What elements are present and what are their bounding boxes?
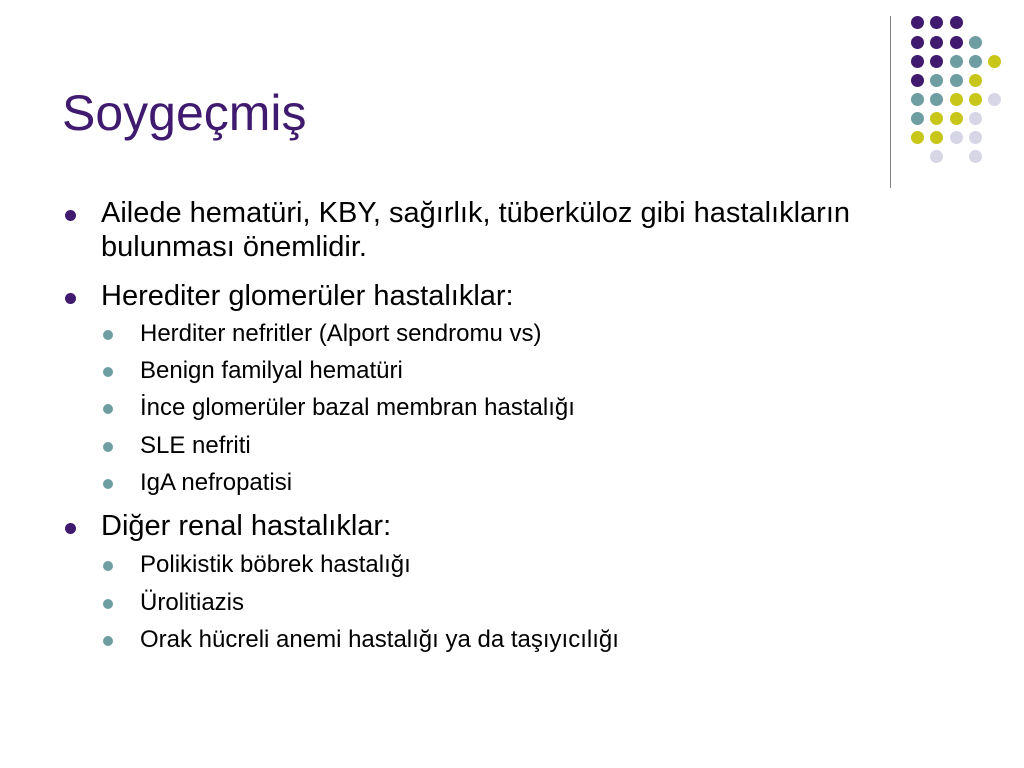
decor-dot — [969, 93, 982, 106]
decor-dot — [930, 16, 943, 29]
sub-bullet-item: SLE nefriti — [140, 432, 900, 460]
sub-bullet-item: İnce glomerüler bazal membran hastalığı — [140, 394, 900, 422]
decor-dot — [930, 112, 943, 125]
sub-bullet-item: Orak hücreli anemi hastalığı ya da taşıyıcılığı — [140, 626, 900, 654]
bullet-item: Diğer renal hastalıklar: — [101, 509, 891, 543]
sub-bullet-item: Herditer nefritler (Alport sendromu vs) — [140, 320, 900, 348]
decor-dot — [930, 74, 943, 87]
decor-dot — [969, 112, 982, 125]
decor-dot — [911, 16, 924, 29]
sub-bullet-item: Ürolitiazis — [140, 589, 900, 617]
sub-bullet-item: Polikistik böbrek hastalığı — [140, 551, 900, 579]
decor-dot — [911, 36, 924, 49]
decor-dot — [950, 131, 963, 144]
sub-bullet-item: IgA nefropatisi — [140, 469, 900, 497]
decor-dot — [911, 131, 924, 144]
decor-dot — [911, 93, 924, 106]
decor-dot — [950, 55, 963, 68]
decor-dot — [950, 74, 963, 87]
bullet-item: Herediter glomerüler hastalıklar: — [101, 279, 891, 313]
decor-dot — [950, 16, 963, 29]
sub-bullet-item: Benign familyal hematüri — [140, 357, 900, 385]
decor-dot — [911, 74, 924, 87]
decorative-dot-grid — [0, 0, 1024, 200]
decor-dot — [988, 55, 1001, 68]
decor-dot — [969, 150, 982, 163]
decor-dot — [930, 36, 943, 49]
decor-dot — [969, 74, 982, 87]
decor-dot — [950, 93, 963, 106]
decor-dot — [911, 112, 924, 125]
decor-dot — [969, 55, 982, 68]
decor-dot — [950, 112, 963, 125]
decor-dot — [930, 93, 943, 106]
decor-dot — [930, 131, 943, 144]
slide-title: Soygeçmiş — [62, 85, 307, 141]
decor-dot — [930, 150, 943, 163]
decor-dot — [969, 36, 982, 49]
decor-dot — [988, 93, 1001, 106]
bullet-item: Ailede hematüri, KBY, sağırlık, tüberküloz gibi hastalıkların bulunması önemlidir. — [101, 196, 891, 264]
decor-dot — [930, 55, 943, 68]
decor-dot — [950, 36, 963, 49]
decor-dot — [969, 131, 982, 144]
decor-dot — [911, 55, 924, 68]
